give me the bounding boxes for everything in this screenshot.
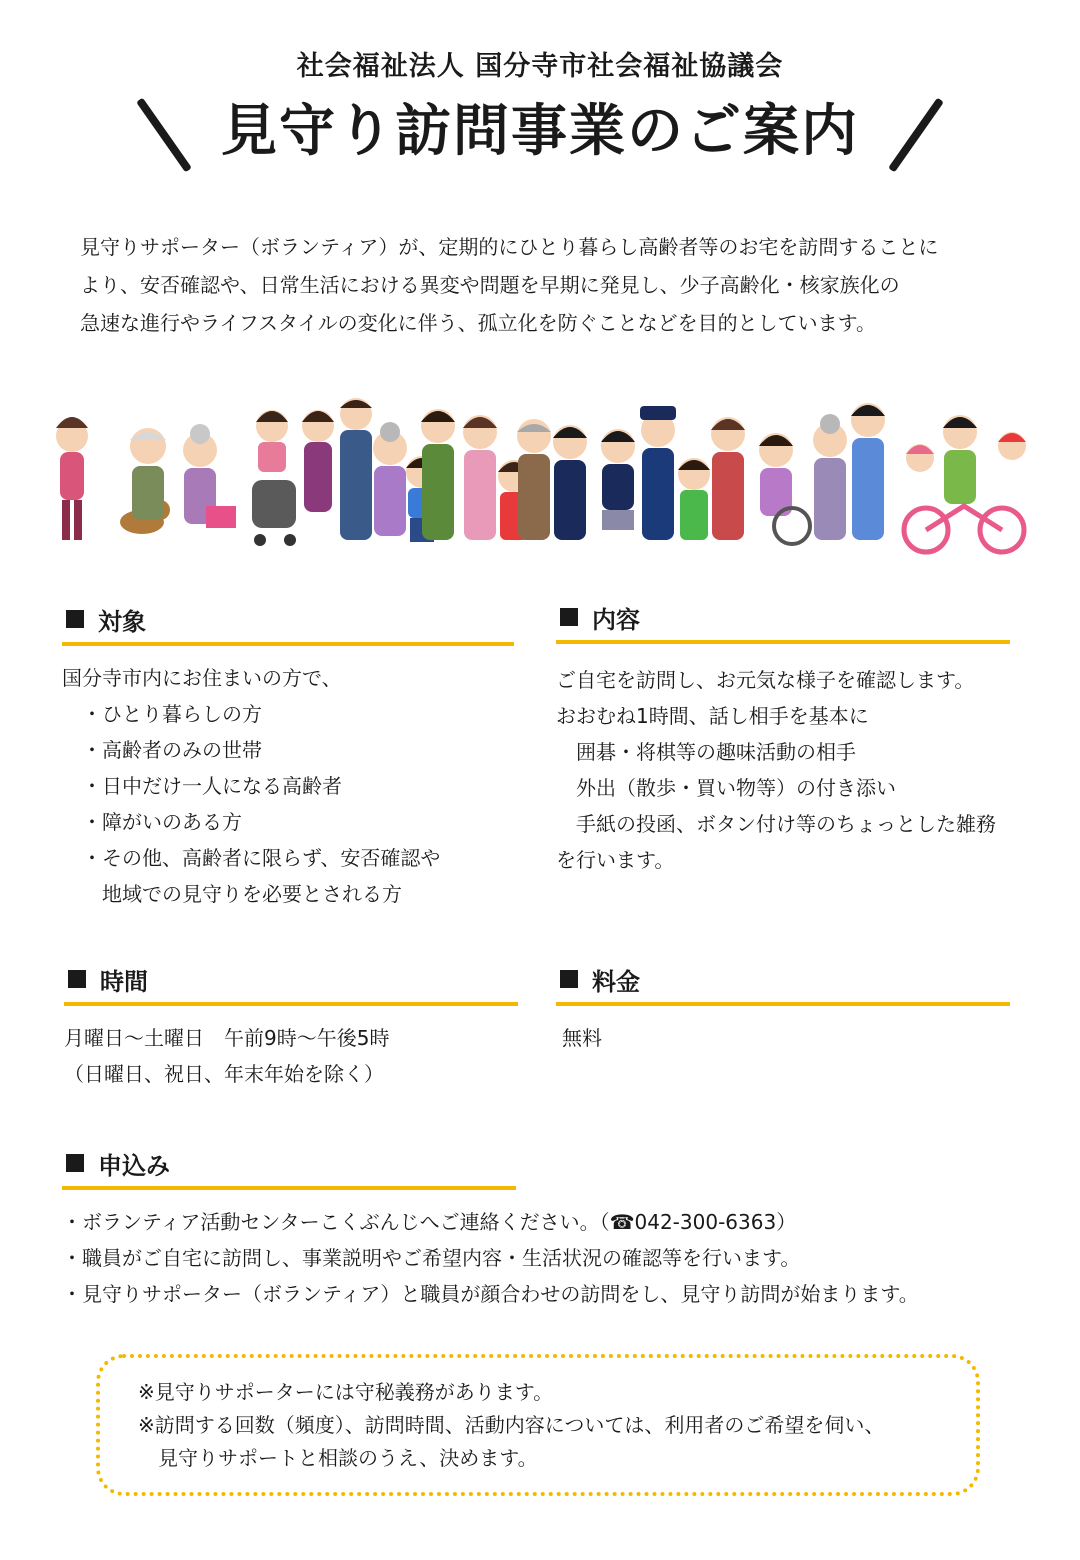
body-line: 月曜日～土曜日 午前9時～午後5時	[64, 1026, 390, 1050]
square-bullet-icon	[68, 970, 86, 988]
body-line: ご自宅を訪問し、お元気な様子を確認します。	[556, 668, 975, 692]
body-line: 外出（散歩・買い物等）の付き添い	[556, 776, 896, 800]
body-line: を行います。	[556, 848, 675, 872]
body-line: 手紙の投函、ボタン付け等のちょっとした雑務	[556, 812, 996, 836]
body-line: ・障がいのある方	[62, 810, 242, 834]
community-people-illustration	[40, 388, 1040, 560]
body-line: ・見守りサポーター（ボランティア）と職員が顔合わせの訪問をし、見守り訪問が始まります。	[62, 1282, 919, 1306]
section-content	[556, 596, 1010, 878]
body-line: ・ボランティア活動センターこくぶんじへご連絡ください。（☎042-300-6363）	[62, 1210, 797, 1234]
body-line: 囲碁・将棋等の趣味活動の相手	[556, 740, 856, 764]
person-figures	[56, 398, 1026, 552]
body-line: （日曜日、祝日、年末年始を除く）	[64, 1062, 384, 1086]
section-title: 対象	[98, 608, 146, 636]
page-title: 見守り訪問事業のご案内	[221, 99, 859, 164]
section-body	[62, 660, 514, 912]
body-line: 無料	[562, 1026, 602, 1050]
body-line: ・日中だけ一人になる高齢者	[62, 774, 342, 798]
section-body	[64, 1020, 518, 1092]
note-line: 見守りサポートと相談のうえ、決めます。	[138, 1446, 538, 1470]
section-fee	[556, 958, 1010, 1056]
body-line: 国分寺市内にお住まいの方で、	[62, 666, 342, 690]
section-header	[64, 958, 518, 1006]
note-line: ※訪問する回数（頻度）、訪問時間、活動内容については、利用者のご希望を伺い、	[138, 1413, 885, 1437]
notes-text	[138, 1376, 884, 1475]
section-header	[62, 598, 514, 646]
intro-text	[80, 228, 1020, 342]
section-title: 申込み	[98, 1152, 170, 1180]
section-header	[62, 1142, 516, 1190]
section-title: 時間	[100, 968, 148, 996]
intro-line: 急速な進行やライフスタイルの変化に伴う、孤立化を防ぐことなどを目的としています。	[80, 311, 876, 335]
intro-line: 見守りサポーター（ボランティア）が、定期的にひとり暮らし高齢者等のお宅を訪問することに	[80, 235, 939, 259]
section-apply	[62, 1142, 919, 1312]
note-line: ※見守りサポーターには守秘義務があります。	[138, 1380, 554, 1404]
notes-box	[96, 1354, 980, 1496]
body-line: 地域での見守りを必要とされる方	[62, 882, 402, 906]
body-line: おおむね1時間、話し相手を基本に	[556, 704, 869, 728]
square-bullet-icon	[66, 1154, 84, 1172]
body-line: ・ひとり暮らしの方	[62, 702, 262, 726]
body-line: ・高齢者のみの世帯	[62, 738, 262, 762]
section-title: 内容	[592, 606, 640, 634]
section-body	[556, 1020, 1010, 1056]
square-bullet-icon	[560, 608, 578, 626]
organization-name: 社会福祉法人 国分寺市社会福祉協議会	[296, 51, 784, 82]
section-body	[556, 662, 1010, 878]
body-line: ・その他、高齢者に限らず、安否確認や	[62, 846, 441, 870]
section-time	[64, 958, 518, 1092]
section-target	[62, 598, 514, 912]
section-title: 料金	[592, 968, 640, 996]
body-line: ・職員がご自宅に訪問し、事業説明やご希望内容・生活状況の確認等を行います。	[62, 1246, 801, 1270]
square-bullet-icon	[560, 970, 578, 988]
section-header	[556, 596, 1010, 644]
section-body	[62, 1204, 1002, 1312]
section-header	[556, 958, 1010, 1006]
square-bullet-icon	[66, 610, 84, 628]
intro-line: より、安否確認や、日常生活における異変や問題を早期に発見し、少子高齢化・核家族化の	[80, 273, 900, 297]
